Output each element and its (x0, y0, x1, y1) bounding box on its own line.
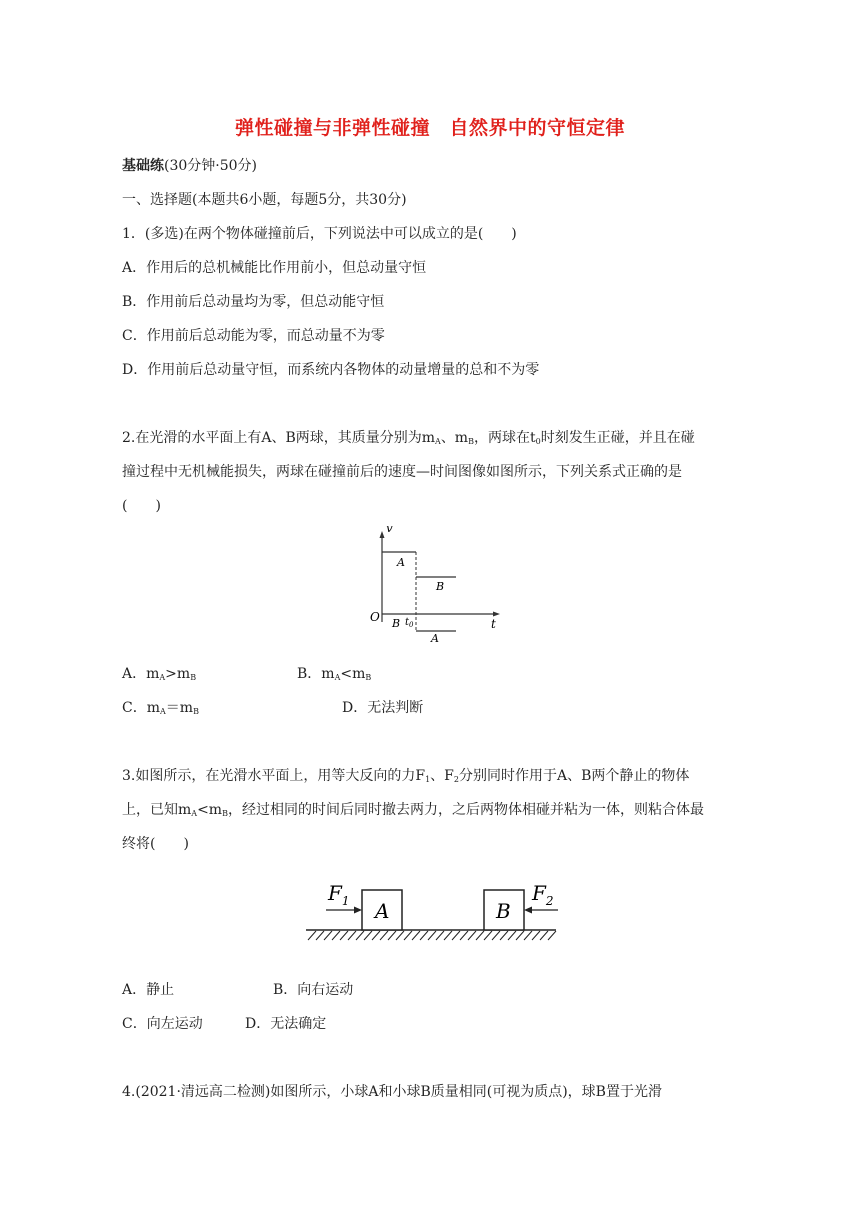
label-b-after: B (436, 580, 445, 593)
q1-option-b: B．作用前后总动量均为零，但总动能守恒 (122, 294, 385, 310)
q3-option-d: D．无法确定 (245, 1016, 327, 1032)
q3-option-a: A．静止 (122, 982, 175, 998)
block-a-label: A (375, 899, 390, 923)
q2-option-d: D．无法判断 (342, 700, 424, 716)
f2-arrow-head (524, 907, 532, 914)
page-title: 弹性碰撞与非弹性碰撞 自然界中的守恒定律 (234, 117, 625, 139)
section-header (122, 156, 257, 176)
f1-arrow-head (354, 907, 362, 914)
part-heading: 一、选择题(本题共6小题，每题5分，共30分) (122, 192, 407, 208)
q3-stem-line3: 终将( ) (122, 836, 189, 852)
q1-stem: 1．(多选)在两个物体碰撞前后，下列说法中可以成立的是( ) (122, 226, 517, 242)
q2-stem-line1: 2.在光滑的水平面上有A、B两球，其质量分别为$m_A$、$m_B$，两球在$t_0$时刻发生正碰，并且在碰 (122, 430, 695, 446)
q3-stem-line2: 上，已知$m_A<m_B$，经过相同的时间后同时撤去两力，之后两物体相碰并粘为一体，则粘合体最 (122, 802, 704, 818)
q2-stem-line3: ( ) (122, 498, 161, 514)
q3-stem-line1: 3.如图所示，在光滑水平面上，用等大反向的力$F_1$、$F_2$分别同时作用于A、B两个静止的物体 (122, 768, 690, 784)
t0-label: $t_0$ (405, 617, 414, 629)
q2-option-b: B．$m_A<m_B$ (297, 666, 372, 682)
v-axis-arrow (380, 531, 385, 538)
f2-label: $F_2$ (532, 881, 554, 908)
q3-option-c: C．向左运动 (122, 1016, 203, 1032)
q1-option-a: A．作用后的总机械能比作用前小，但总动量守恒 (122, 260, 427, 276)
section-label: 基础练 (122, 158, 164, 174)
label-a-after: A (431, 632, 439, 645)
q2-stem-line2: 撞过程中无机械能损失，两球在碰撞前后的速度—时间图像如图所示，下列关系式正确的是 (122, 464, 682, 480)
q1-option-d: D．作用前后总动量守恒，而系统内各物体的动量增量的总和不为零 (122, 362, 540, 378)
ground-hatching (308, 931, 556, 940)
t-axis-label: t (491, 617, 496, 631)
v-axis-label: v (386, 526, 393, 535)
velocity-time-graph (360, 526, 510, 646)
t-axis-arrow (493, 612, 500, 617)
q3-option-b: B．向右运动 (273, 982, 354, 998)
section-meta: (30分钟·50分) (164, 158, 258, 174)
q4-stem-line1: 4.(2021·清远高二检测)如图所示，小球A和小球B质量相同(可视为质点)，球B置于光滑 (122, 1084, 662, 1100)
q1-option-c: C．作用前后总动能为零，而总动量不为零 (122, 328, 385, 344)
q2-option-a: A．$m_A>m_B$ (122, 666, 197, 682)
force-blocks-figure (300, 876, 562, 942)
origin-label: O (370, 610, 380, 624)
label-a-before: A (397, 556, 405, 569)
f1-label: $F_1$ (328, 881, 350, 908)
block-b-label: B (496, 899, 511, 923)
label-b-before: B (392, 617, 401, 630)
q2-option-c: C．$m_A=m_B$ (122, 700, 199, 716)
